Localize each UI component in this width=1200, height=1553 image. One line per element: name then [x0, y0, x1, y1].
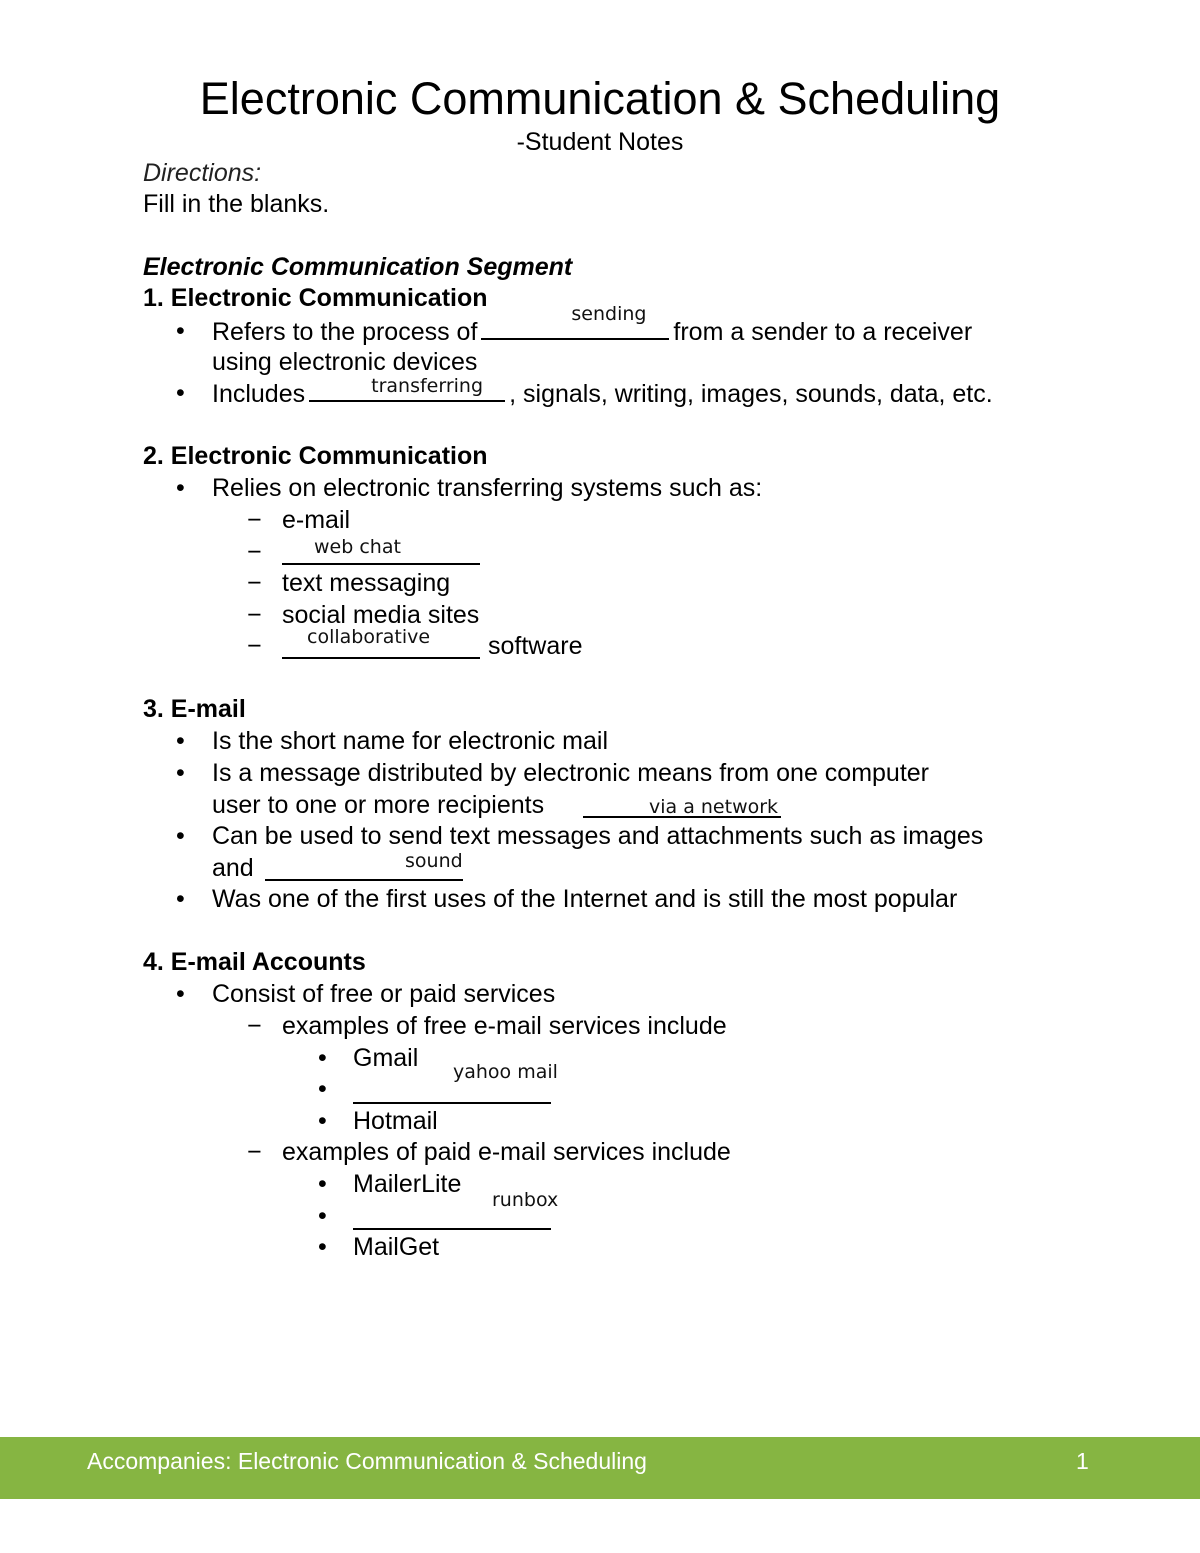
bullet: • [318, 1233, 327, 1261]
dash: − [247, 632, 262, 660]
s4-bullet-1: Consist of free or paid services [212, 980, 556, 1008]
s4-free-label: examples of free e-mail services include [282, 1012, 727, 1040]
section-2-heading: 2. Electronic Communication [143, 442, 488, 470]
s1-bullet-2 [212, 375, 993, 409]
s3-bullet-3: Can be used to send text messages and attachments such as images [212, 822, 984, 850]
s1-b2-pre: Includes [212, 380, 306, 408]
answer-transferring: transferring [371, 375, 484, 397]
blank-sound[interactable] [265, 850, 463, 881]
section-4-heading: 4. E-mail Accounts [143, 948, 366, 976]
dash: − [247, 569, 262, 597]
bullet: • [176, 822, 185, 850]
dash: − [247, 538, 262, 566]
dash: − [247, 506, 262, 534]
directions-text: Fill in the blanks. [143, 190, 330, 218]
s1-bullet-1 [212, 303, 973, 347]
s2-item-text-messaging: text messaging [282, 569, 451, 597]
s2-item-email: e-mail [282, 506, 351, 534]
footer-text: Accompanies: Electronic Communication & Scheduling [87, 1448, 647, 1474]
blank-sending[interactable] [481, 303, 669, 340]
s3-bullet-4: Was one of the first uses of the Internet and is still the most popular [212, 885, 958, 913]
section-3-heading: 3. E-mail [143, 695, 246, 723]
s1-bullet-1-cont: using electronic devices [212, 348, 478, 376]
s4-free-item-gmail: Gmail [353, 1044, 419, 1072]
s1-b1-post: from a sender to a receiver [673, 318, 973, 346]
blank-transferring[interactable] [309, 375, 505, 402]
bullet: • [176, 980, 185, 1008]
bullet: • [176, 727, 185, 755]
answer-sending: sending [571, 303, 647, 325]
bullet: • [318, 1202, 327, 1230]
blank-runbox[interactable] [353, 1189, 559, 1230]
bullet: • [176, 317, 185, 345]
s2-bullet-1: Relies on electronic transferring systems such as: [212, 474, 763, 502]
s3-bullet-1: Is the short name for electronic mail [212, 727, 608, 755]
bullet: • [318, 1107, 327, 1135]
s3-bullet-2-cont: user to one or more recipients [212, 791, 545, 819]
s4-paid-label: examples of paid e-mail services include [282, 1138, 731, 1166]
s3-bullet-3-cont: and [212, 854, 254, 882]
blank-web-chat[interactable] [282, 536, 480, 565]
segment-heading: Electronic Communication Segment [143, 253, 573, 281]
s4-paid-item-mailerlite: MailerLite [353, 1170, 462, 1198]
s1-b2-post: , signals, writing, images, sounds, data, etc. [509, 380, 993, 408]
answer-sound: sound [405, 850, 463, 872]
directions-label: Directions: [143, 159, 262, 187]
answer-runbox: runbox [492, 1189, 559, 1211]
bullet: • [176, 474, 185, 502]
s2-item-software: software [488, 632, 583, 660]
answer-web-chat: web chat [314, 536, 401, 558]
bullet: • [318, 1044, 327, 1072]
document-title: Electronic Communication & Scheduling [199, 73, 1001, 124]
answer-via-network: via a network [649, 796, 779, 818]
blank-via-network[interactable] [583, 794, 781, 818]
answer-collaborative: collaborative [307, 626, 431, 648]
section-1-heading: 1. Electronic Communication [143, 284, 488, 312]
s4-paid-item-mailget: MailGet [353, 1233, 440, 1261]
blank-collaborative[interactable] [282, 626, 480, 659]
answer-yahoo-mail: yahoo mail [453, 1061, 558, 1083]
bullet: • [318, 1170, 327, 1198]
bullet: • [176, 379, 185, 407]
s2-item-social-media: social media sites [282, 601, 480, 629]
dash: − [247, 1138, 262, 1166]
dash: − [247, 1012, 262, 1040]
blank-yahoo-mail[interactable] [353, 1061, 558, 1104]
s3-bullet-2: Is a message distributed by electronic means from one computer [212, 759, 930, 787]
bullet: • [176, 885, 185, 913]
dash: − [247, 601, 262, 629]
bullet: • [318, 1075, 327, 1103]
bullet: • [176, 759, 185, 787]
page-number: 1 [1076, 1448, 1089, 1474]
s1-b1-pre: Refers to the process of [212, 318, 478, 346]
document-subtitle: -Student Notes [516, 128, 684, 156]
s4-free-item-hotmail: Hotmail [353, 1107, 438, 1135]
